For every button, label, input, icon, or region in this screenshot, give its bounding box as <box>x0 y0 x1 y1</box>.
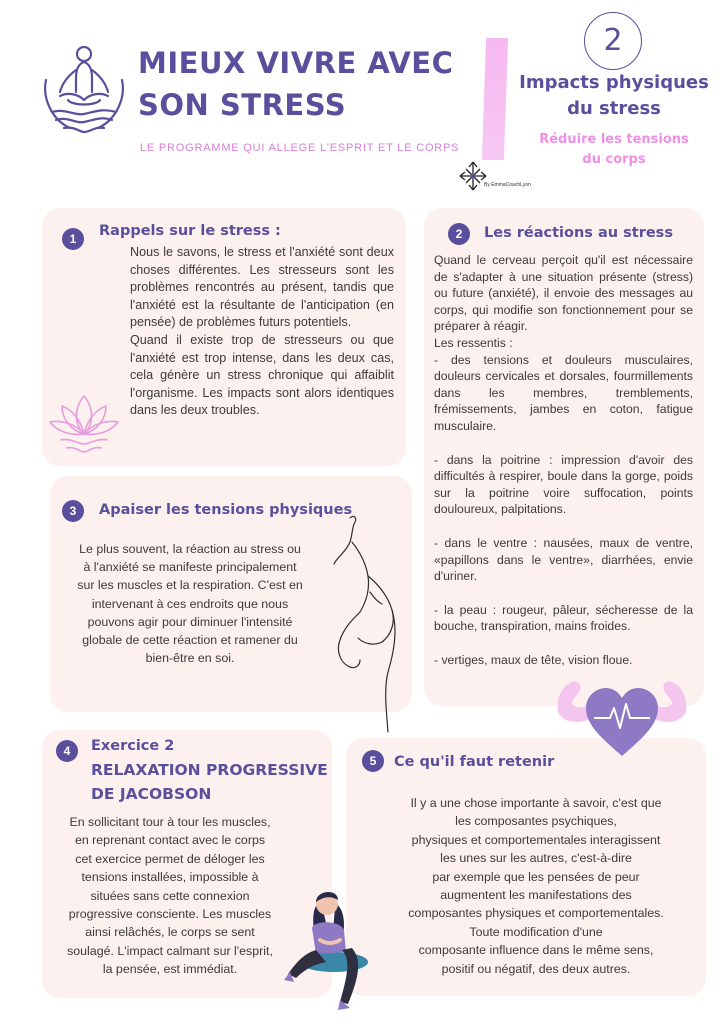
paragraph: Nous le savons, le stress et l'anxiété sont deux choses différentes. Les stresseurs sont les problèmes rencontrés au présent, tandis que l'anxiété est la résultante de l'anticipation (en pensée) de problèmes futurs potentiels. <box>130 245 394 330</box>
card-number-badge: 4 <box>56 740 78 762</box>
text-line: soulagé. L'impact calmant sur l'esprit, <box>67 943 273 958</box>
text-line: les composantes psychiques, <box>455 814 617 829</box>
card-stress-reactions <box>424 208 704 706</box>
text-line: par exemple que les pensées de peur <box>432 869 640 884</box>
lotus-flower-icon <box>48 388 120 458</box>
list-item: - la peau : rougeur, pâleur, sécheresse de la bouche, transpiration, mains froides. <box>434 602 693 634</box>
text-line: En sollicitant tour à tour les muscles, <box>69 815 271 829</box>
card-title: Apaiser les tensions physiques <box>99 502 353 518</box>
ressentis-label: Les ressentis : <box>434 335 513 350</box>
section-number: 2 <box>584 12 642 70</box>
text-line: les unes sur les autres, c'est-à-dire <box>440 851 632 866</box>
text-line: sur les muscles et la respiration. C'est en <box>77 578 303 593</box>
list-item: - des tensions et douleurs musculaires, douleurs cervicales et dorsales, fourmillements dans les membres, tremblements, frémissements, jambes en coton, fatigue musculaire. <box>434 352 693 433</box>
brand-logo-text: By EmmaCoachLyon <box>484 182 531 188</box>
card-number-badge: 3 <box>62 500 84 522</box>
main-title: MIEUX VIVRE AVEC SON STRESS <box>138 46 454 122</box>
text-line: situées sans cette connexion <box>90 888 250 903</box>
card-number-badge: 1 <box>62 228 84 250</box>
text-line: physiques et comportementales interagissent <box>411 832 661 847</box>
card-number-badge: 2 <box>448 223 470 245</box>
text-line: en reprenant contact avec le corps <box>74 833 266 848</box>
text-line: composante influence dans le même sens, <box>418 943 654 958</box>
text-line: tensions installées, impossible à <box>81 870 259 885</box>
text-line: augmentent les manifestations des <box>440 888 632 903</box>
text-line: Il y a une chose importante à savoir, c'est que <box>410 796 662 810</box>
card-body <box>44 813 296 979</box>
text-line: globale de cette réaction et ramener du <box>82 633 298 648</box>
meditation-logo-icon <box>38 40 130 140</box>
card-title: Ce qu'il faut retenir <box>394 754 555 770</box>
strong-heart-icon <box>552 668 692 758</box>
exercise-title: RELAXATION PROGRESSIVE DE JACOBSON <box>91 761 328 803</box>
list-item: - dans la poitrine : impression d'avoir des difficultés à respirer, boule dans la gorge, poids sur la poitrine voire suffocation, points douloureux, palpitations. <box>434 452 693 517</box>
sitting-woman-illustration <box>282 884 382 1014</box>
card-number-badge: 5 <box>362 750 384 772</box>
text-line: Toute modification d'une <box>469 924 603 939</box>
text-line: positif ou négatif, des deux autres. <box>441 961 631 976</box>
decorative-pink-bar <box>482 38 508 160</box>
list-item: - dans le ventre : nausées, maux de ventre, «papillons dans le ventre», diarrhées, envie d'uriner. <box>434 535 693 584</box>
text-line: cet exercice permet de déloger les <box>75 851 265 866</box>
card-key-takeaway <box>346 738 706 996</box>
exercise-label: Exercice 2 <box>91 738 175 754</box>
paragraph: Quand il existe trop de stresseurs ou que l'anxiété est trop intense, dans les deux cas, cela génère un stress chronique qui affaiblit l'organisme. Les impacts sont alors identiques dans les deux troubles. <box>130 332 394 418</box>
text-line: ainsi relâchés, le corps se sent <box>85 925 255 940</box>
line-art-woman-illustration <box>330 512 410 737</box>
paragraph: Quand le cerveau perçoit qu'il est nécessaire de s'adapter à une situation présente (stress) ou future (anxiété), il envoie des messages au corps, qui modifie son fonctionnement pour se préparer à réagir. <box>434 253 693 334</box>
card-stress-reminder <box>42 208 406 466</box>
text-line: intervenant à ces endroits que nous <box>91 596 289 611</box>
card-body <box>56 540 324 667</box>
text-line: pouvons agir pour diminuer l'intensité <box>87 614 293 629</box>
section-title: Impacts physiques du stress <box>519 72 709 119</box>
card-body <box>376 794 696 978</box>
program-subtitle: LE PROGRAMME QUI ALLEGE L'ESPRIT ET LE CORPS <box>140 142 460 154</box>
card-title: Les réactions au stress <box>484 225 673 241</box>
text-line: bien-être en soi. <box>145 651 235 666</box>
list-item: - vertiges, maux de tête, vision floue. <box>434 652 633 667</box>
text-line: la pensée, est immédiat. <box>102 962 238 977</box>
card-body <box>434 252 693 668</box>
card-body <box>130 244 394 420</box>
text-line: Le plus souvent, la réaction au stress ou <box>79 542 301 556</box>
section-subtitle: Réduire les tensions du corps <box>539 132 689 167</box>
text-line: progressive consciente. Les muscles <box>68 907 272 922</box>
text-line: composantes physiques et comportementales. <box>408 906 664 921</box>
card-title: Rappels sur le stress : <box>99 223 281 239</box>
text-line: à l'anxiété se manifeste principalement <box>83 560 297 575</box>
